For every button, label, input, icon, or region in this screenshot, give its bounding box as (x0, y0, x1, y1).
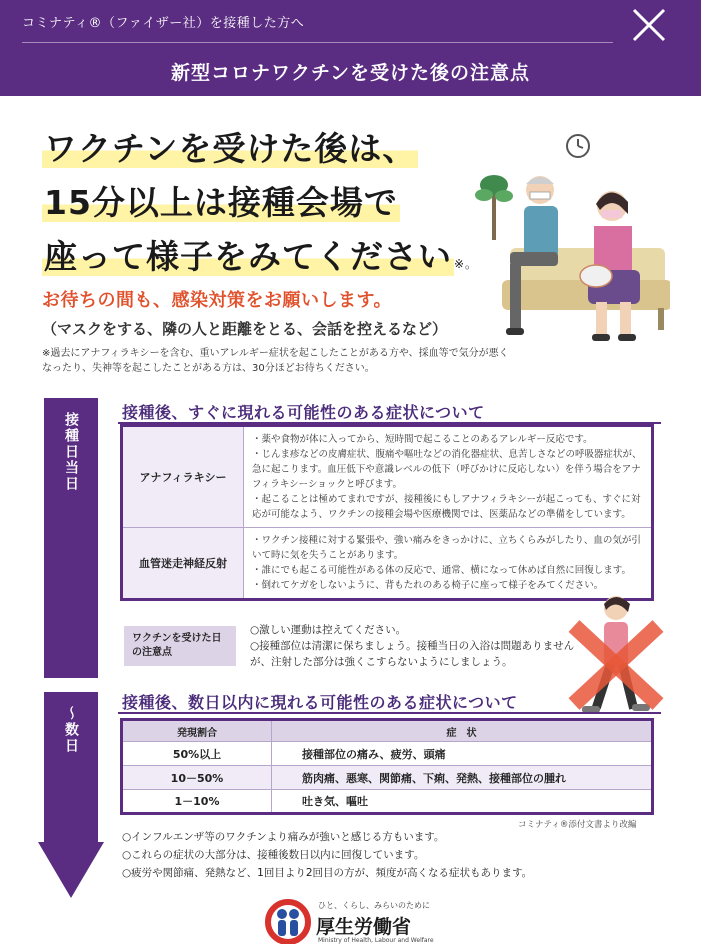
day-of-caution-label-line: の注意点 (132, 647, 172, 658)
symptom-frequency-table (120, 718, 654, 815)
frequency-rate: 10－50% (122, 766, 272, 790)
ministry-logo-icon (262, 896, 314, 944)
description-line: ・薬や食物が体に入ってから、短時間で起こることのあるアレルギー反応です。 (252, 434, 593, 445)
section-divider (118, 712, 661, 714)
several-days-notes (122, 828, 602, 882)
table-row (122, 790, 653, 814)
infection-control-examples: （マスクをする、隣の人と距離をとる、会話を控えるなど） (42, 320, 448, 338)
main-message-line2: 15分以上は接種会場で (44, 183, 398, 222)
waiting-people-illustration (470, 130, 670, 360)
clock-icon (567, 135, 589, 157)
close-button[interactable] (614, 0, 684, 50)
description-line: ・じんま疹などの皮膚症状、腹痛や嘔吐などの消化器症状、息苦しさなどの呼吸器症状が、急に起こります。血圧低下や意識レベルの低下（呼びかけに反応しない）を伴う場合をアナフィラキシーショックと呼びます。 (252, 449, 642, 490)
table-row (122, 766, 653, 790)
day-of-caution-label (124, 626, 236, 666)
side-tab-several-days-label: 〜数日 (63, 706, 79, 754)
ministry-tagline: ひと、くらし、みらいのために (318, 901, 430, 910)
table-row (122, 742, 653, 766)
frequency-symptoms: 筋肉痛、悪寒、関節痛、下痢、発熱、接種部位の腫れ (272, 766, 653, 790)
plant-icon (475, 175, 513, 240)
symptom-name: 血管迷走神経反射 (122, 528, 244, 600)
section-title-immediate: 接種後、すぐに現れる可能性のある症状について (122, 403, 485, 422)
column-header-symptom: 症 状 (272, 720, 653, 742)
side-tab-day-of-label: 接種日当日 (63, 412, 79, 492)
note-mark: ※。 (454, 257, 479, 271)
arrow-down-icon (38, 842, 104, 898)
table-row (122, 426, 653, 528)
frequency-symptoms: 吐き気、嘔吐 (272, 790, 653, 814)
note-item: ○これらの症状の大部分は、接種後数日以内に回復しています。 (122, 849, 425, 861)
day-of-caution-notes (250, 622, 590, 670)
day-of-caution-label-line: ワクチンを受けた日 (132, 633, 222, 644)
audience-label: コミナティ®（ファイザー社）を接種した方へ (22, 16, 305, 31)
symptom-name: アナフィラキシー (122, 426, 244, 528)
ministry-name-english: Ministry of Health, Labour and Welfare (318, 937, 434, 944)
page-title: 新型コロナワクチンを受けた後の注意点 (170, 62, 531, 84)
column-header-rate: 発現割合 (122, 720, 272, 742)
main-message-line3: 座って様子をみてください (44, 237, 452, 276)
description-line: ・起こることは極めてまれですが、接種後にもしアナフィラキシーが起こっても、すぐに対応が可能なよう、ワクチンの接種会場や医療機関では、医薬品などの準備をしています。 (252, 494, 641, 520)
infection-control-message: お待ちの間も、感染対策をお願いします。 (42, 290, 393, 311)
caution-item: ○激しい運動は控えてください。 (250, 624, 407, 636)
note-item: ○疲労や関節痛、発熱など、1回目より2回目の方が、頻度が高くなる症状もあります。 (122, 867, 533, 879)
symptom-description (244, 426, 653, 528)
note-item: ○インフルエンザ等のワクチンより痛みが強いと感じる方もいます。 (122, 831, 445, 843)
table-header-row (122, 720, 653, 742)
description-line: ・倒れてケガをしないように、背もたれのある椅子に座って様子をみてください。 (252, 580, 604, 591)
side-tab-day-of (44, 398, 98, 678)
description-line: ・ワクチン接種に対する緊張や、強い痛みをきっかけに、立ちくらみがしたり、血の気が引いて時に気を失うことがあります。 (252, 535, 641, 561)
banner-divider (22, 42, 613, 43)
source-note: コミナティ®添付文書より改編 (518, 820, 637, 830)
main-message-line1: ワクチンを受けた後は、 (44, 129, 417, 168)
frequency-rate: 50%以上 (122, 742, 272, 766)
caution-item: ○接種部位は清潔に保ちましょう。接種当日の入浴は問題ありませんが、注射した部分は強くこすらないようにしましょう。 (250, 640, 575, 668)
immediate-symptom-table (120, 424, 654, 601)
frequency-rate: 1－10% (122, 790, 272, 814)
close-x-icon (630, 6, 668, 44)
ministry-name: 厚生労働省 (316, 916, 412, 938)
no-exercise-illustration (560, 586, 670, 731)
main-message (42, 122, 479, 291)
allergy-footnote: ※過去にアナフィラキシーを含む、重いアレルギー症状を起こしたことがある方や、採血等で気分が悪くなったり、失神等を起こしたことがある方は、30分ほどお待ちください。 (42, 348, 509, 374)
section-title-several-days: 接種後、数日以内に現れる可能性のある症状について (122, 693, 518, 712)
side-tab-several-days (44, 692, 98, 842)
top-banner (0, 0, 701, 96)
frequency-symptoms: 接種部位の痛み、疲労、頭痛 (272, 742, 653, 766)
description-line: ・誰にでも起こる可能性がある体の反応で、通常、横になって休めば自然に回復します。 (252, 565, 632, 576)
